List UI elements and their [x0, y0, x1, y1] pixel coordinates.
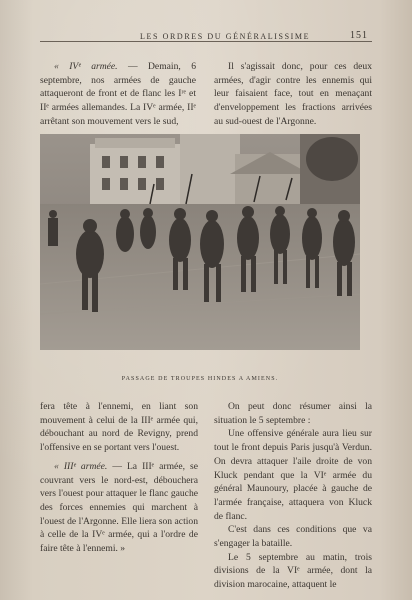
column-top-right — [214, 60, 372, 129]
paragraph-text: — Demain, 6 septembre, nos armées de gauche attaqueront de front et de flanc les Iʳᵉ et IIᵉ armées allemandes. La IVᵉ armée, IIᵉ arrêtant son mouvement vers le sud, — [40, 61, 196, 127]
paragraph: On peut donc résumer ainsi la situation le 5 septembre : — [214, 401, 372, 426]
header-rule — [40, 41, 372, 42]
column-top-left — [40, 60, 196, 129]
photo-caption: PASSAGE DE TROUPES HINDES A AMIENS. — [121, 376, 279, 382]
page-number: 151 — [350, 30, 368, 41]
paragraph: Il s'agissait donc, pour ces deux armées, d'agir contre les ennemis qui leur faisaient face, tout en menaçant d'enveloppement les fractions arrivées au sud-ouest de l'Argonne. — [214, 61, 372, 127]
paragraph: Le 5 septembre au matin, trois divisions de la VIᵉ armée, dont la division marocaine, attaquent le — [214, 551, 372, 591]
paragraph: fera tête à l'ennemi, en liant son mouvement à celui de la IIIᵉ armée qui, débouchant au nord de Revigny, prend l'offensive en se portant vers l'ouest. — [40, 401, 198, 454]
paragraph: Une offensive générale aura lieu sur tout le front depuis Paris jusqu'à Verdun. On devra attaquer l'aile droite de von Kluck pendant que la VIᵉ armée du général Maunoury, placée à gauche de l'armée française, attaquera von Kluck de flanc. — [214, 428, 372, 522]
column-bottom-left — [40, 400, 198, 556]
troops-photo — [40, 134, 360, 350]
army-heading: « IIIᵉ armée. — [54, 460, 108, 472]
paragraph-text: — La IIIᵉ armée, se couvrant vers le nord-est, débouchera vers l'ouest pour attaquer le flanc gauche des forces ennemies qui marchent à l'ouest de l'Argonne. Elle liera son action à celle de la IVᵉ armée, qui a l'ordre de faire tête à l'ennemi. » — [40, 460, 198, 555]
paragraph: C'est dans ces conditions que va s'engager la bataille. — [214, 524, 372, 550]
paragraph — [40, 60, 196, 129]
column-bottom-right — [214, 400, 372, 592]
army-heading: « IVᵉ armée. — [54, 61, 118, 72]
paragraph — [40, 460, 198, 556]
photograph — [40, 134, 360, 350]
running-title: LES ORDRES DU GÉNÉRALISSIME — [140, 32, 311, 41]
